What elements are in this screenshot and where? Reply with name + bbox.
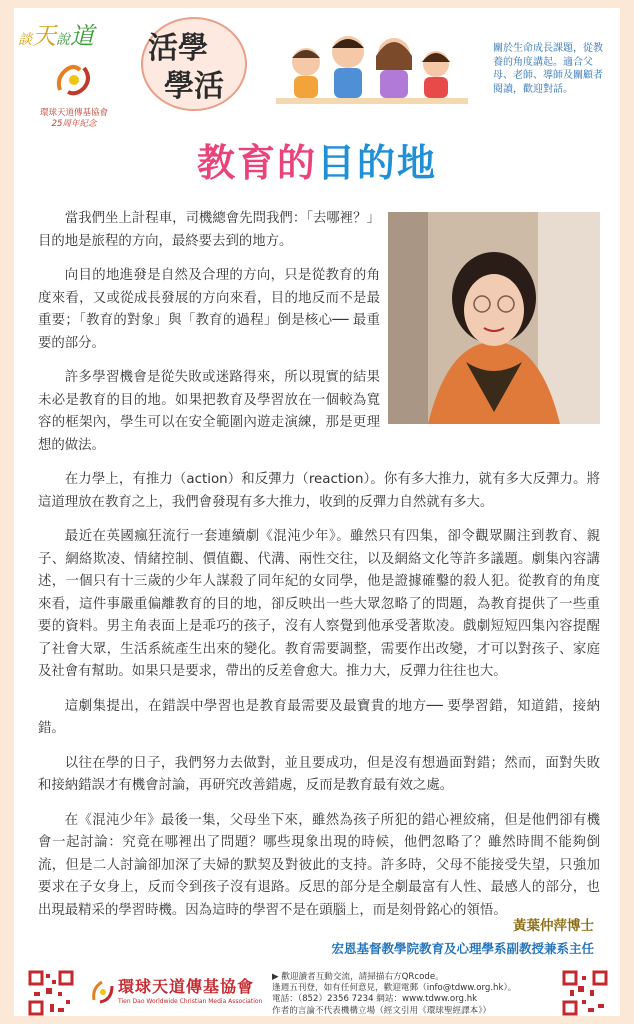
logo-area xyxy=(18,16,130,136)
footer-line: 逢週五刊登，如有任何意見，歡迎電郵（info@tdww.org.hk）。 xyxy=(272,983,517,994)
footer-info xyxy=(272,972,558,1017)
banner-badge xyxy=(134,14,254,124)
header xyxy=(14,8,620,129)
page xyxy=(14,8,620,1016)
paragraph: 以往在學的日子，我們努力去做對，並且要成功，但是沒有想過面對錯；然而，面對失敗和接納錯誤才有機會討論，再研究改善錯處，反而是教育最有效之處。 xyxy=(38,755,600,793)
paragraph: 最近在英國瘋狂流行一套連續劇《混沌少年》。雖然只有四集，卻令觀眾關注到教育、親子、網絡欺凌、情緒控制、價值觀、代溝、兩性交往，以及網絡文化等許多議題。劇集內容講述，一個只有十三歲的少年人謀殺了同年紀的女同學，他是證據確鑿的殺人犯。從教育的角度來看，這件事嚴重偏離教育的目的地，卻反映出一些大眾忽略了的問題，為教育提供了一些重要的資料。男主角表面上是乖巧的孩子，沒有人察覺到他承受著欺凌。戲劇短短四集內容提醒了社會大眾，生活系統產生出來的變化。教育需要調整，需要作出改變，才可以對孩子、家庭及社會有幫助。如果只是要求，帶出的反差會愈大。推力大，反彈力往往也大。 xyxy=(38,529,600,679)
banner-line-2: 學活 xyxy=(164,69,224,104)
paragraph: 在力學上，有推力（action）和反彈力（reaction）。你有多大推力，就有多大反彈力。將這道理放在教育之上，我們會發現有多大推力，收到的反彈力自然就有多大。 xyxy=(38,472,600,510)
qr-code-icon[interactable] xyxy=(28,970,74,1016)
author-credit xyxy=(331,914,594,957)
paragraph: 在《混沌少年》最後一集，父母坐下來，雖然為孩子所犯的錯心裡絞痛，但是他們卻有機會一起討論：究竟在哪裡出了問題？哪些現象出現的時候，他們忽略了？雖然時間不能夠倒流，但是二人討論卻加深了夫婦的默契及對彼此的支持。許多時，父母不能接受失望，只強加要求在子女身上，反而令到孩子沒有退路。反思的部分是全劇最富有人性、最感人的部分，也出現最精采的學習時機。因為這時的學習不是在頭腦上，而是刻骨銘心的領悟。 xyxy=(38,812,600,918)
footer xyxy=(14,970,620,1016)
org-logo-icon xyxy=(90,978,116,1004)
footer-org-english: Tien Dao Worldwide Christian Media Association xyxy=(118,998,263,1005)
author-name: 黃葉仲萍博士 xyxy=(513,918,594,934)
footer-org-logo xyxy=(88,972,268,1014)
logo-char: 道 xyxy=(70,22,94,50)
column-logo xyxy=(18,16,94,51)
paragraph: 許多學習機會是從失敗或迷路得來，所以現實的結果未必是教育的目的地。如果把教育及學習放在一個較為寬容的框架內，學生可以在安全範圍內遊走演練，那是更理想的做法。 xyxy=(38,370,380,453)
footer-line: 作者的言論不代表機構立場（經文引用《環球聖經譯本》） xyxy=(272,1005,492,1016)
logo-char: 天 xyxy=(32,22,56,50)
paragraph: 這劇集提出，在錯誤中學習也是教育最需要及最寶貴的地方── 要學習錯，知道錯，接納錯。 xyxy=(38,698,600,736)
logo-org-name: 環球天道傳基協會 xyxy=(39,108,108,118)
logo-char: 談 xyxy=(18,32,32,48)
banner-line-1: 活學 xyxy=(148,31,208,66)
article-body xyxy=(38,208,600,934)
paragraph: 當我們坐上計程車，司機總會先問我們：「去哪裡？」目的地是旅程的方向，最終要去到的地方。 xyxy=(38,211,380,249)
footer-line: ▶ 歡迎讀者互動交流，請掃描右方QRcode。 xyxy=(272,972,444,982)
column-intro: 關於生命成長課題，從教養的角度講起。適合父母、老師、導師及關顧者閱讀，歡迎對話。 xyxy=(493,43,603,95)
logo-char: 說 xyxy=(56,32,70,48)
title-part-1: 教育的 xyxy=(196,141,317,185)
paragraph: 向目的地進發是自然及合理的方向，只是從教育的角度來看，又或從成長發展的方向來看，目的地反而不是最重要；「教育的對象」與「教育的過程」倒是核心── 最重要的部分。 xyxy=(38,268,380,351)
footer-line: 電話：（852）2356 7234 網站：www.tdww.org.hk xyxy=(272,994,478,1005)
logo-org xyxy=(18,108,130,130)
article-title xyxy=(14,132,620,187)
children-illustration xyxy=(276,22,468,104)
footer-org-name: 環球天道傳基協會 xyxy=(118,977,255,996)
title-part-2: 目的地 xyxy=(317,141,438,185)
qr-code-icon[interactable] xyxy=(562,970,608,1016)
logo-anniversary: 25周年紀念 xyxy=(51,119,97,129)
author-role: 宏恩基督教學院教育及心理學系副教授兼系主任 xyxy=(331,941,594,956)
anniversary-25-icon xyxy=(54,60,94,100)
